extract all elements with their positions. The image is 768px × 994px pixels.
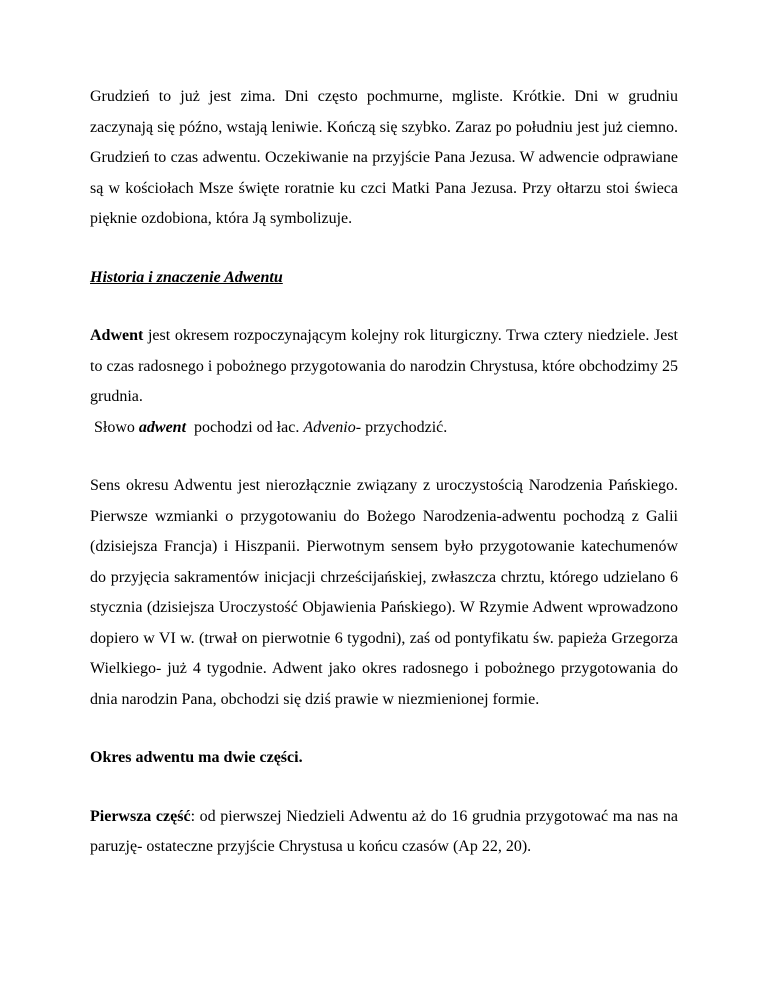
etymology-word: adwent — [138, 418, 187, 436]
etymology-latin: Advenio — [303, 418, 356, 436]
history-heading — [90, 263, 678, 294]
parts-heading — [90, 743, 678, 774]
etymology-line — [90, 413, 678, 444]
first-part-text: : od pierwszej Niedzieli Adwentu aż do 16 grudnia przygotować ma nas na paruzję- ostateczne przyjście Chrystusa u końcu czasów (Ap 22, 20). — [90, 807, 679, 855]
first-part-paragraph — [90, 802, 678, 863]
first-part-label: Pierwsza część — [90, 807, 191, 825]
advent-definition-text: jest okresem rozpoczynającym kolejny rok liturgiczny. Trwa cztery niedziele. Jest to czas radosnego i pobożnego przygotowania do narodzin Chrystusa, które obchodzimy 25 grudnia. — [90, 327, 678, 405]
intro-paragraph: Grudzień to już jest zima. Dni często pochmurne, mgliste. Krótkie. Dni w grudniu zaczynają się późno, wstają leniwie. Kończą się szybko. Zaraz po południu jest już ciemno. Grudzień to czas adwentu. Oczekiwanie na przyjście Pana Jezusa. W adwencie odprawiane są w kościołach Msze święte roratnie ku czci Matki Pana Jezusa. Przy ołtarzu stoi świeca pięknie ozdobiona, która Ją symbolizuje. — [90, 88, 678, 227]
etymology-middle: pochodzi od łac. — [186, 418, 304, 436]
history-heading-text: Historia i znaczenie Adwentu — [90, 268, 283, 286]
document-body — [90, 82, 678, 863]
advent-definition-paragraph — [90, 321, 678, 413]
parts-heading-text: Okres adwentu ma dwie części. — [90, 749, 303, 766]
advent-term: Adwent — [90, 327, 144, 344]
etymology-suffix: - przychodzić. — [355, 418, 448, 436]
etymology-prefix: Słowo — [94, 418, 139, 436]
meaning-paragraph: Sens okresu Adwentu jest nierozłącznie związany z uroczystością Narodzenia Pańskiego. Pierwsze wzmianki o przygotowaniu do Bożego Narodzenia-adwentu pochodzą z Galii (dzisiejsza Francja) i Hiszpanii. Pierwotnym sensem było przygotowanie katechumenów do przyjęcia sakramentów inicjacji chrześcijańskiej, zwłaszcza chrztu, którego udzielano 6 stycznia (dzisiejsza Uroczystość Objawienia Pańskiego). W Rzymie Adwent wprowadzono dopiero w VI w. (trwał on pierwotnie 6 tygodni), zaś od pontyfikatu św. papieża Grzegorza Wielkiego- już 4 tygodnie. Adwent jako okres radosnego i pobożnego przygotowania do dnia narodzin Pana, obchodzi się dziś prawie w niezmienionej formie. — [90, 477, 678, 708]
